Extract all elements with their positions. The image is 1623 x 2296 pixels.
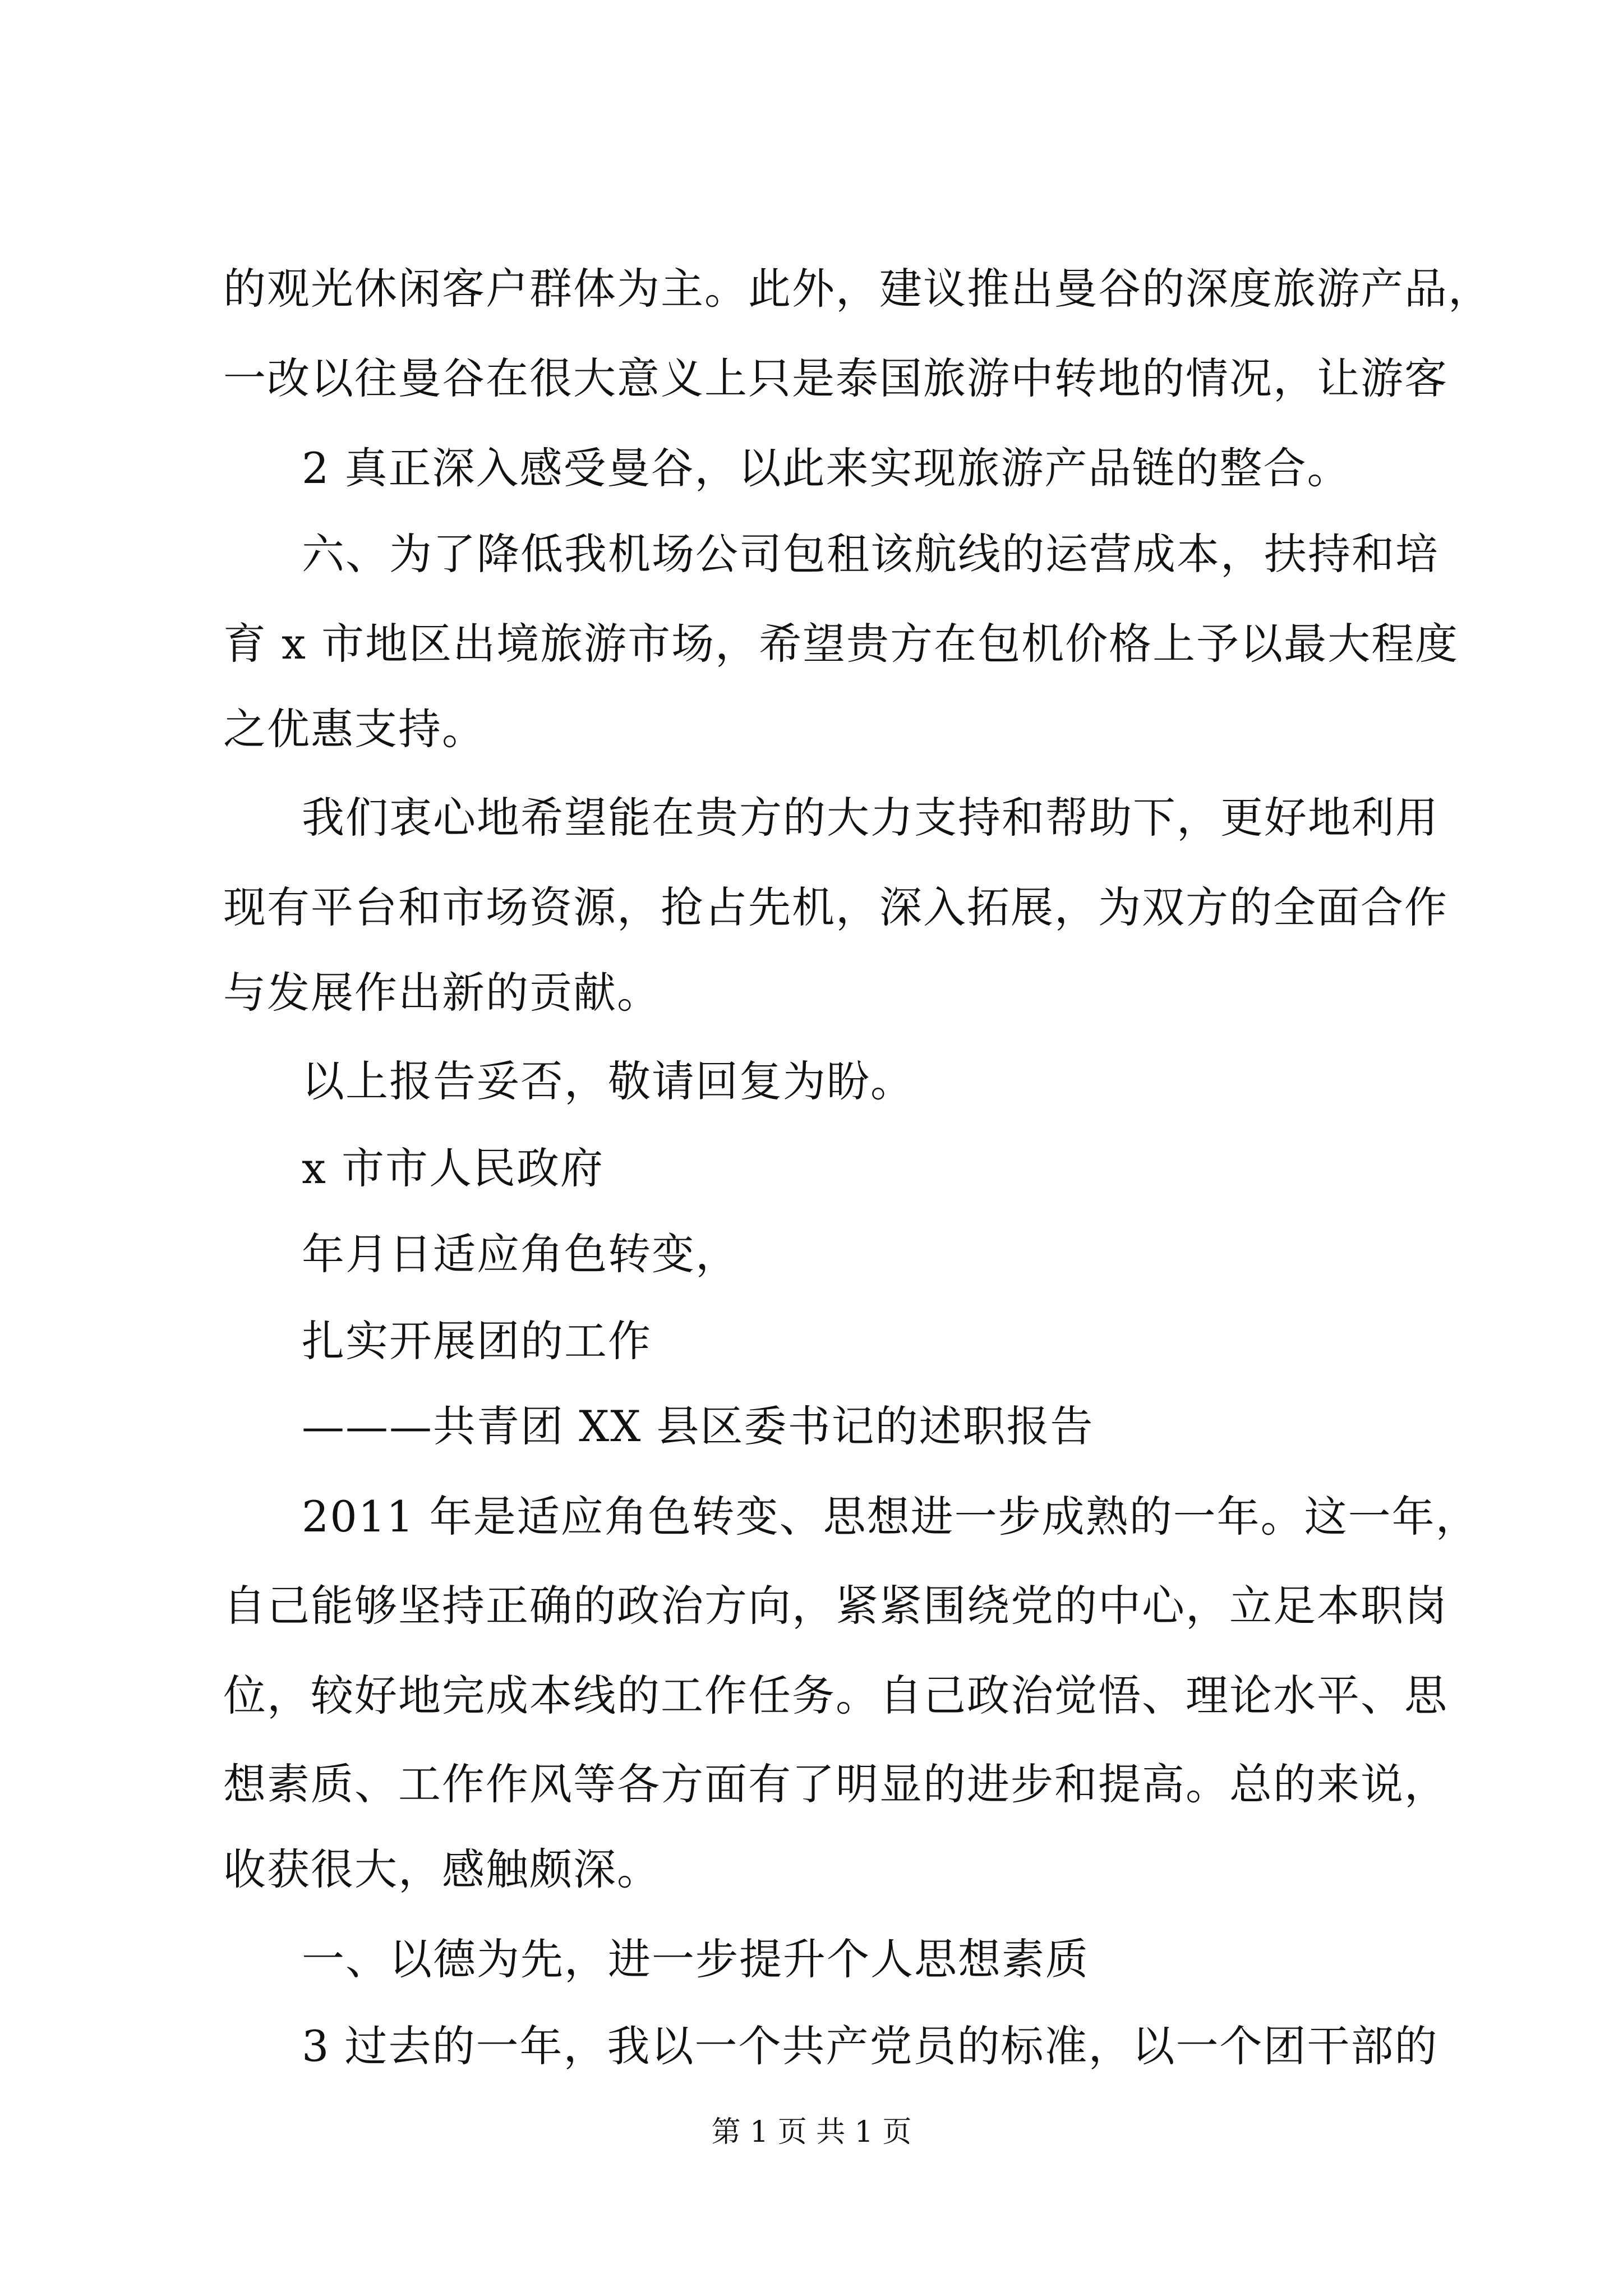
text-line: 2011 年是适应角色转变、思想进一步成熟的一年。这一年，: [302, 1492, 1479, 1542]
text-line: 年月日适应角色转变，: [302, 1229, 739, 1279]
text-line: 我们衷心地希望能在贵方的大力支持和帮助下，更好地利用: [302, 793, 1439, 843]
text-line: 3 过去的一年，我以一个共产党员的标准，以一个团干部的: [302, 2021, 1438, 2071]
text-line: 的观光休闲客户群体为主。此外，建议推出曼谷的深度旅游产品，: [223, 264, 1492, 314]
text-line: 六、为了降低我机场公司包租该航线的运营成本，扶持和培: [302, 529, 1439, 579]
text-line: 位，较好地完成本线的工作任务。自己政治觉悟、理论水平、思: [223, 1671, 1448, 1720]
text-line: 一、以德为先，进一步提升个人思想素质: [302, 1934, 1089, 1984]
text-line: 与发展作出新的贡献。: [223, 968, 661, 1018]
text-line: 扎实开展团的工作: [302, 1316, 652, 1366]
page-footer: 第 1 页 共 1 页: [711, 2115, 912, 2149]
text-line: 2 真正深入感受曼谷，以此来实现旅游产品链的整合。: [302, 443, 1351, 493]
text-line: ———共青团 XX 县区委书记的述职报告: [302, 1401, 1094, 1451]
text-line: 想素质、工作作风等各方面有了明显的进步和提高。总的来说，: [223, 1759, 1448, 1809]
text-line: 现有平台和市场资源，抢占先机，深入拓展，为双方的全面合作: [223, 882, 1448, 932]
text-line: x 市市人民政府: [302, 1143, 605, 1193]
text-line: 以上报告妥否，敬请回复为盼。: [302, 1056, 914, 1106]
text-line: 自己能够坚持正确的政治方向，紧紧围绕党的中心，立足本职岗: [223, 1581, 1448, 1631]
text-line: 育 x 市地区出境旅游市场，希望贵方在包机价格上予以最大程度: [223, 619, 1459, 669]
text-line: 一改以往曼谷在很大意义上只是泰国旅游中转地的情况，让游客: [223, 353, 1448, 403]
text-line: 收获很大，感触颇深。: [223, 1844, 661, 1894]
text-line: 之优惠支持。: [223, 704, 486, 754]
